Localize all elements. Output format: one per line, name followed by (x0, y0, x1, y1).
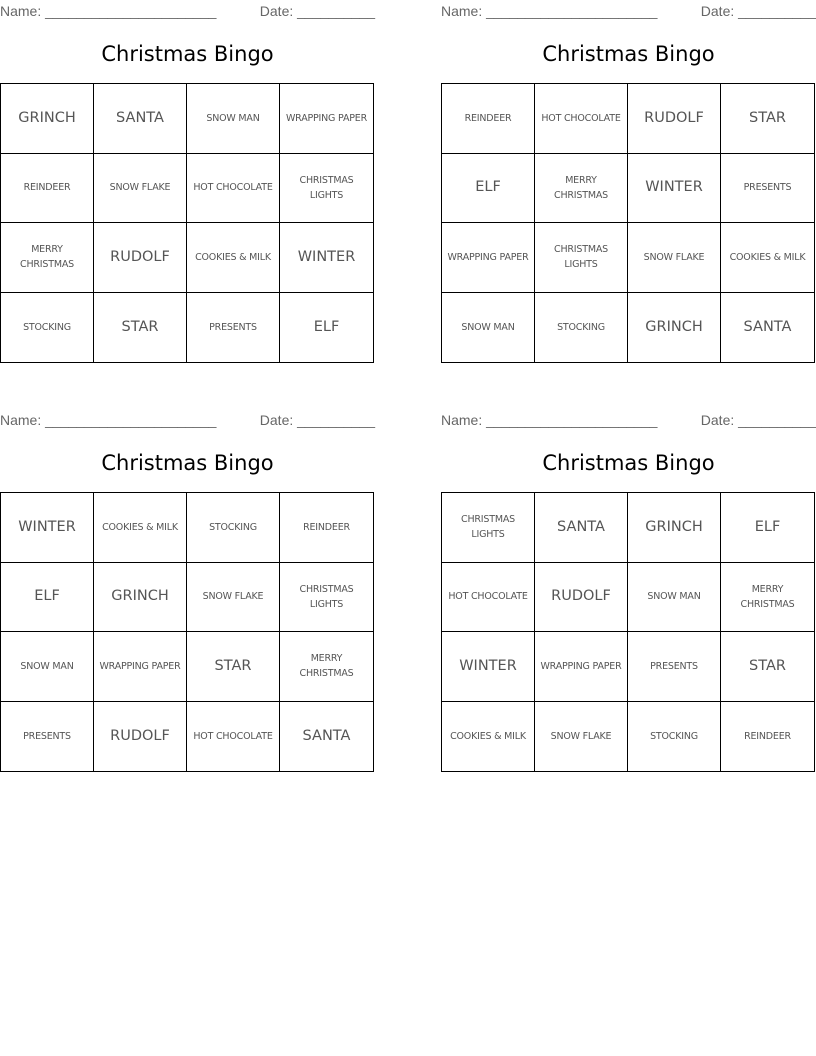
bingo-cell (187, 84, 280, 154)
bingo-cell-text: WRAPPING PAPER (285, 112, 367, 124)
bingo-cell (535, 702, 628, 772)
bingo-cell (535, 493, 628, 563)
bingo-cell-text: GRINCH (18, 109, 76, 126)
bingo-cell-text: WRAPPING PAPER (447, 251, 529, 263)
card-header (441, 412, 816, 430)
bingo-cell-text: MERRY CHRISTMAS (554, 174, 608, 201)
bingo-cell (535, 632, 628, 702)
bingo-cell (535, 154, 628, 224)
bingo-cell-text: SNOW FLAKE (550, 730, 612, 742)
bingo-cell (442, 702, 535, 772)
bingo-cell (442, 632, 535, 702)
bingo-cell-text: SNOW MAN (206, 112, 260, 124)
bingo-cell-text: GRINCH (645, 518, 703, 535)
bingo-cell-text: RUDOLF (110, 727, 170, 744)
bingo-cell-text: REINDEER (744, 730, 791, 742)
bingo-cell-text: WINTER (645, 179, 703, 196)
bingo-cell (721, 493, 814, 563)
bingo-cell (535, 84, 628, 154)
bingo-cell (721, 293, 814, 363)
bingo-cell (94, 154, 187, 224)
card-title: Christmas Bingo (542, 451, 715, 475)
bingo-cell (1, 632, 94, 702)
bingo-cell (187, 154, 280, 224)
bingo-grid (441, 83, 815, 363)
bingo-cell (442, 493, 535, 563)
bingo-cell (187, 293, 280, 363)
bingo-cell-text: SANTA (302, 727, 351, 744)
bingo-cell-text: WRAPPING PAPER (99, 660, 181, 672)
bingo-cell-text: CHRISTMAS LIGHTS (554, 244, 608, 271)
bingo-cell-text: RUDOLF (110, 248, 170, 265)
bingo-cell (628, 563, 721, 633)
bingo-cell (628, 632, 721, 702)
bingo-cell (187, 493, 280, 563)
bingo-cell (628, 293, 721, 363)
bingo-cell (187, 632, 280, 702)
bingo-cell (721, 563, 814, 633)
bingo-cell-text: RUDOLF (644, 109, 704, 126)
card-title: Christmas Bingo (101, 42, 274, 66)
bingo-cell-text: SNOW FLAKE (109, 182, 171, 194)
bingo-cell (721, 632, 814, 702)
bingo-cell-text: ELF (754, 518, 781, 535)
bingo-cell (280, 493, 373, 563)
bingo-cell (94, 702, 187, 772)
date-field: Date: __________ (700, 3, 816, 19)
bingo-cell-text: MERRY CHRISTMAS (20, 244, 74, 271)
bingo-cell-text: COOKIES & MILK (195, 251, 271, 263)
bingo-cell-text: SNOW MAN (20, 660, 74, 672)
bingo-cell-text: SNOW MAN (461, 321, 515, 333)
bingo-cell-text: REINDEER (23, 182, 71, 194)
card-header (441, 3, 816, 21)
bingo-cell (535, 563, 628, 633)
bingo-cell (280, 84, 373, 154)
bingo-cell (628, 84, 721, 154)
bingo-cell-text: ELF (475, 179, 501, 196)
bingo-cell (628, 223, 721, 293)
bingo-cell-text: STAR (214, 657, 252, 674)
name-field: Name: ______________________ (0, 3, 217, 19)
bingo-cell (442, 563, 535, 633)
bingo-cell-text: STOCKING (209, 521, 257, 533)
bingo-cell (442, 223, 535, 293)
bingo-cell (94, 632, 187, 702)
bingo-cell-text: HOT CHOCOLATE (193, 182, 273, 194)
bingo-cell-text: REINDEER (303, 521, 350, 533)
bingo-cell-text: ELF (313, 318, 340, 335)
bingo-cell (94, 223, 187, 293)
bingo-cell-text: PRESENTS (650, 660, 698, 672)
bingo-cell (442, 154, 535, 224)
bingo-cell-text: REINDEER (464, 112, 512, 124)
date-field: Date: __________ (700, 412, 816, 428)
bingo-cell (1, 293, 94, 363)
bingo-cell-text: PRESENTS (743, 182, 792, 194)
bingo-cell (280, 632, 373, 702)
card-title: Christmas Bingo (542, 42, 715, 66)
bingo-cell (721, 702, 814, 772)
bingo-cell-text: ELF (34, 588, 60, 605)
bingo-cell (94, 563, 187, 633)
bingo-cell-text: COOKIES & MILK (729, 251, 806, 263)
bingo-cell-text: STOCKING (557, 321, 605, 333)
bingo-cell (721, 223, 814, 293)
bingo-cell-text: MERRY CHRISTMAS (740, 583, 795, 610)
bingo-cell (1, 154, 94, 224)
bingo-cell (187, 563, 280, 633)
bingo-cell (187, 223, 280, 293)
bingo-cell-text: COOKIES & MILK (450, 730, 526, 742)
date-field: Date: __________ (259, 412, 375, 428)
bingo-cell (280, 293, 373, 363)
bingo-cell (442, 293, 535, 363)
name-field: Name: ______________________ (441, 3, 658, 19)
bingo-cell-text: MERRY CHRISTMAS (299, 653, 354, 680)
bingo-cell-text: WINTER (297, 248, 356, 265)
bingo-cell (1, 223, 94, 293)
bingo-cell-text: RUDOLF (551, 588, 611, 605)
bingo-cell-text: HOT CHOCOLATE (193, 730, 273, 742)
name-field: Name: ______________________ (0, 412, 217, 428)
bingo-cell-text: SNOW MAN (647, 591, 701, 603)
bingo-cell (1, 563, 94, 633)
bingo-cell (721, 154, 814, 224)
bingo-cell-text: WRAPPING PAPER (540, 660, 622, 672)
bingo-cell-text: WINTER (18, 518, 76, 535)
bingo-grid (441, 492, 815, 772)
bingo-cell (628, 702, 721, 772)
card-header (0, 412, 375, 430)
bingo-cell-text: SANTA (557, 518, 605, 535)
bingo-cell (535, 223, 628, 293)
bingo-cell-text: GRINCH (111, 588, 169, 605)
bingo-cell-text: GRINCH (645, 318, 703, 335)
bingo-cell-text: WINTER (459, 657, 517, 674)
bingo-cell (1, 702, 94, 772)
bingo-cell-text: CHRISTMAS LIGHTS (299, 583, 354, 610)
bingo-cell-text: STOCKING (650, 730, 698, 742)
bingo-cell-text: STAR (749, 109, 786, 126)
bingo-cell-text: SANTA (116, 109, 164, 126)
card-title: Christmas Bingo (101, 451, 274, 475)
bingo-cell-text: COOKIES & MILK (102, 521, 178, 533)
bingo-cell-text: HOT CHOCOLATE (448, 591, 528, 603)
bingo-cell (628, 493, 721, 563)
bingo-cell-text: PRESENTS (23, 730, 71, 742)
bingo-cell-text: CHRISTMAS LIGHTS (461, 514, 515, 541)
bingo-cell-text: STAR (121, 318, 159, 335)
bingo-cell (94, 293, 187, 363)
bingo-cell-text: HOT CHOCOLATE (541, 112, 621, 124)
bingo-cell-text: STOCKING (23, 321, 71, 333)
bingo-cell (1, 493, 94, 563)
bingo-cell (442, 84, 535, 154)
bingo-cell (628, 154, 721, 224)
name-field: Name: ______________________ (441, 412, 658, 428)
bingo-cell-text: SANTA (743, 318, 792, 335)
bingo-cell-text: SNOW FLAKE (202, 591, 264, 603)
bingo-cell-text: SNOW FLAKE (643, 251, 705, 263)
bingo-cell-text: CHRISTMAS LIGHTS (299, 174, 354, 201)
bingo-cell (280, 154, 373, 224)
bingo-grid (0, 83, 374, 363)
bingo-cell-text: STAR (749, 657, 786, 674)
bingo-cell (94, 493, 187, 563)
bingo-grid (0, 492, 374, 772)
bingo-cell (535, 293, 628, 363)
bingo-cell (94, 84, 187, 154)
bingo-cell (1, 84, 94, 154)
bingo-cell (280, 702, 373, 772)
bingo-cell (721, 84, 814, 154)
card-header (0, 3, 375, 21)
bingo-cell-text: PRESENTS (209, 321, 257, 333)
bingo-cell (280, 563, 373, 633)
date-field: Date: __________ (259, 3, 375, 19)
bingo-cell (187, 702, 280, 772)
bingo-cell (280, 223, 373, 293)
